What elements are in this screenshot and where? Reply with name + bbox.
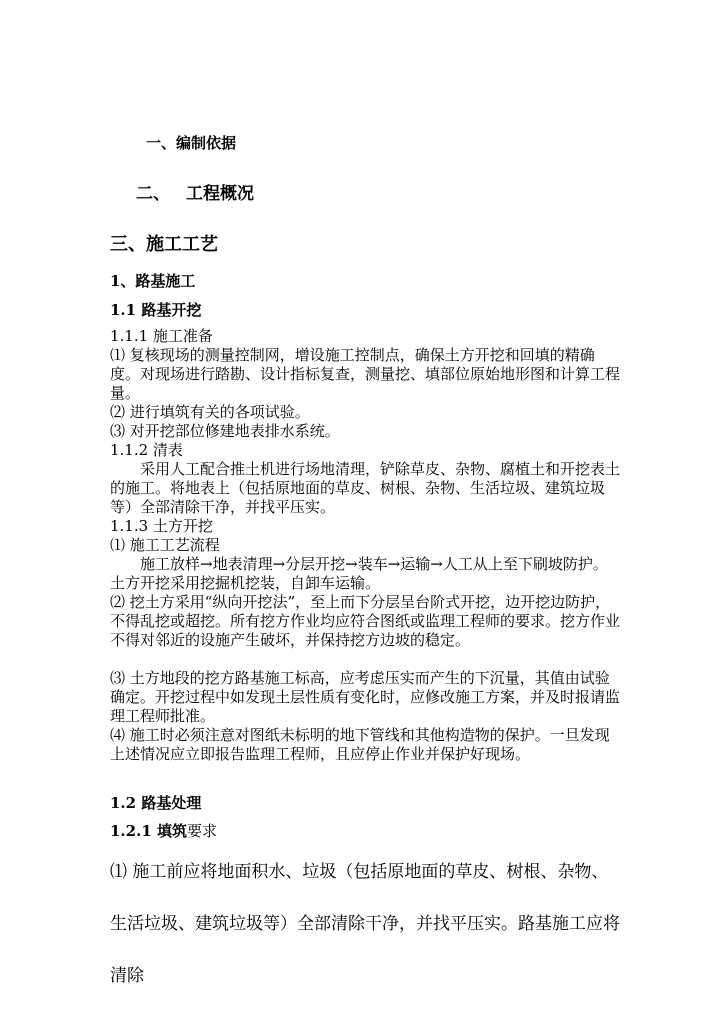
section-1-title: 1、路基施工 — [110, 272, 196, 290]
paragraph-elevation: ⑶ 土方地段的挖方路基施工标高，应考虑压实而产生的下沉量，其值由试验确定。开挖过程中如发现土层性质有变化时，应修改施工方案，并及时报请监理工程师批准。 — [110, 669, 621, 725]
section-1-2-title: 1.2 路基处理 — [110, 794, 202, 812]
section-1-1-3-title: 1.1.3 土方开挖 — [110, 517, 213, 535]
paragraph-drainage: ⑶ 对开挖部位修建地表排水系统。 — [110, 422, 340, 440]
heading-compile-basis: 一、编制依据 — [146, 134, 237, 152]
heading-construction-process: 三、施工工艺 — [110, 234, 218, 255]
paragraph-survey-control: ⑴ 复核现场的测量控制网，增设施工控制点，确保土方开挖和回填的精确度。对现场进行踏勘、设计指标复查，测量挖、填部位原始地形图和计算工程量。 — [110, 346, 621, 402]
heading-text: 工程概况 — [186, 184, 254, 204]
section-1-1-title: 1.1 路基开挖 — [110, 301, 202, 319]
paragraph-pre-construction: ⑴ 施工前应将地面积水、垃圾（包括原地面的草皮、树根、杂物、生活垃圾、建筑垃圾等）全部清除干净，并找平压实。路基施工应将清除 — [110, 862, 620, 986]
paragraph-excavation-method: ⑵ 挖土方采用“纵向开挖法”，至上而下分层呈台阶式开挖，边开挖边防护，不得乱挖或超挖。所有挖方作业均应符合图纸或监理工程师的要求。挖方作业不得对邻近的设施产生破坏，并保持挖方边坡的稳定。 — [110, 593, 621, 649]
section-1-2-1-title-rest: 要求 — [186, 822, 217, 840]
section-1-2-1-title — [110, 820, 620, 841]
section-1-1-1-title: 1.1.1 施工准备 — [110, 327, 213, 345]
paragraph-process-flow: 施工放样→地表清理→分层开挖→装车→运输→人工从上至下刷坡防护。土方开挖采用挖掘机挖装，自卸车运输。 — [110, 555, 608, 592]
paragraph-clearing: 采用人工配合推土机进行场地清理，铲除草皮、杂物、腐植土和开挖表土的施工。将地表上（包括原地面的草皮、树根、杂物、生活垃圾、建筑垃圾等）全部清除干净，并找平压实。 — [110, 460, 621, 516]
heading-number: 二、 — [136, 184, 170, 204]
heading-project-overview — [136, 179, 254, 204]
paragraph-pipeline-protection: ⑷ 施工时必须注意对图纸未标明的地下管线和其他构造物的保护。一旦发现上述情况应立即报告监理工程师，且应停止作业并保护好现场。 — [110, 726, 610, 763]
section-1-2-1-title-bold: 1.2.1 填筑 — [110, 822, 187, 840]
section-1-1-2-title: 1.1.2 清表 — [110, 441, 183, 459]
paragraph-fill-tests: ⑵ 进行填筑有关的各项试验。 — [110, 403, 310, 421]
paragraph-process-flow-title: ⑴ 施工工艺流程 — [110, 536, 220, 554]
